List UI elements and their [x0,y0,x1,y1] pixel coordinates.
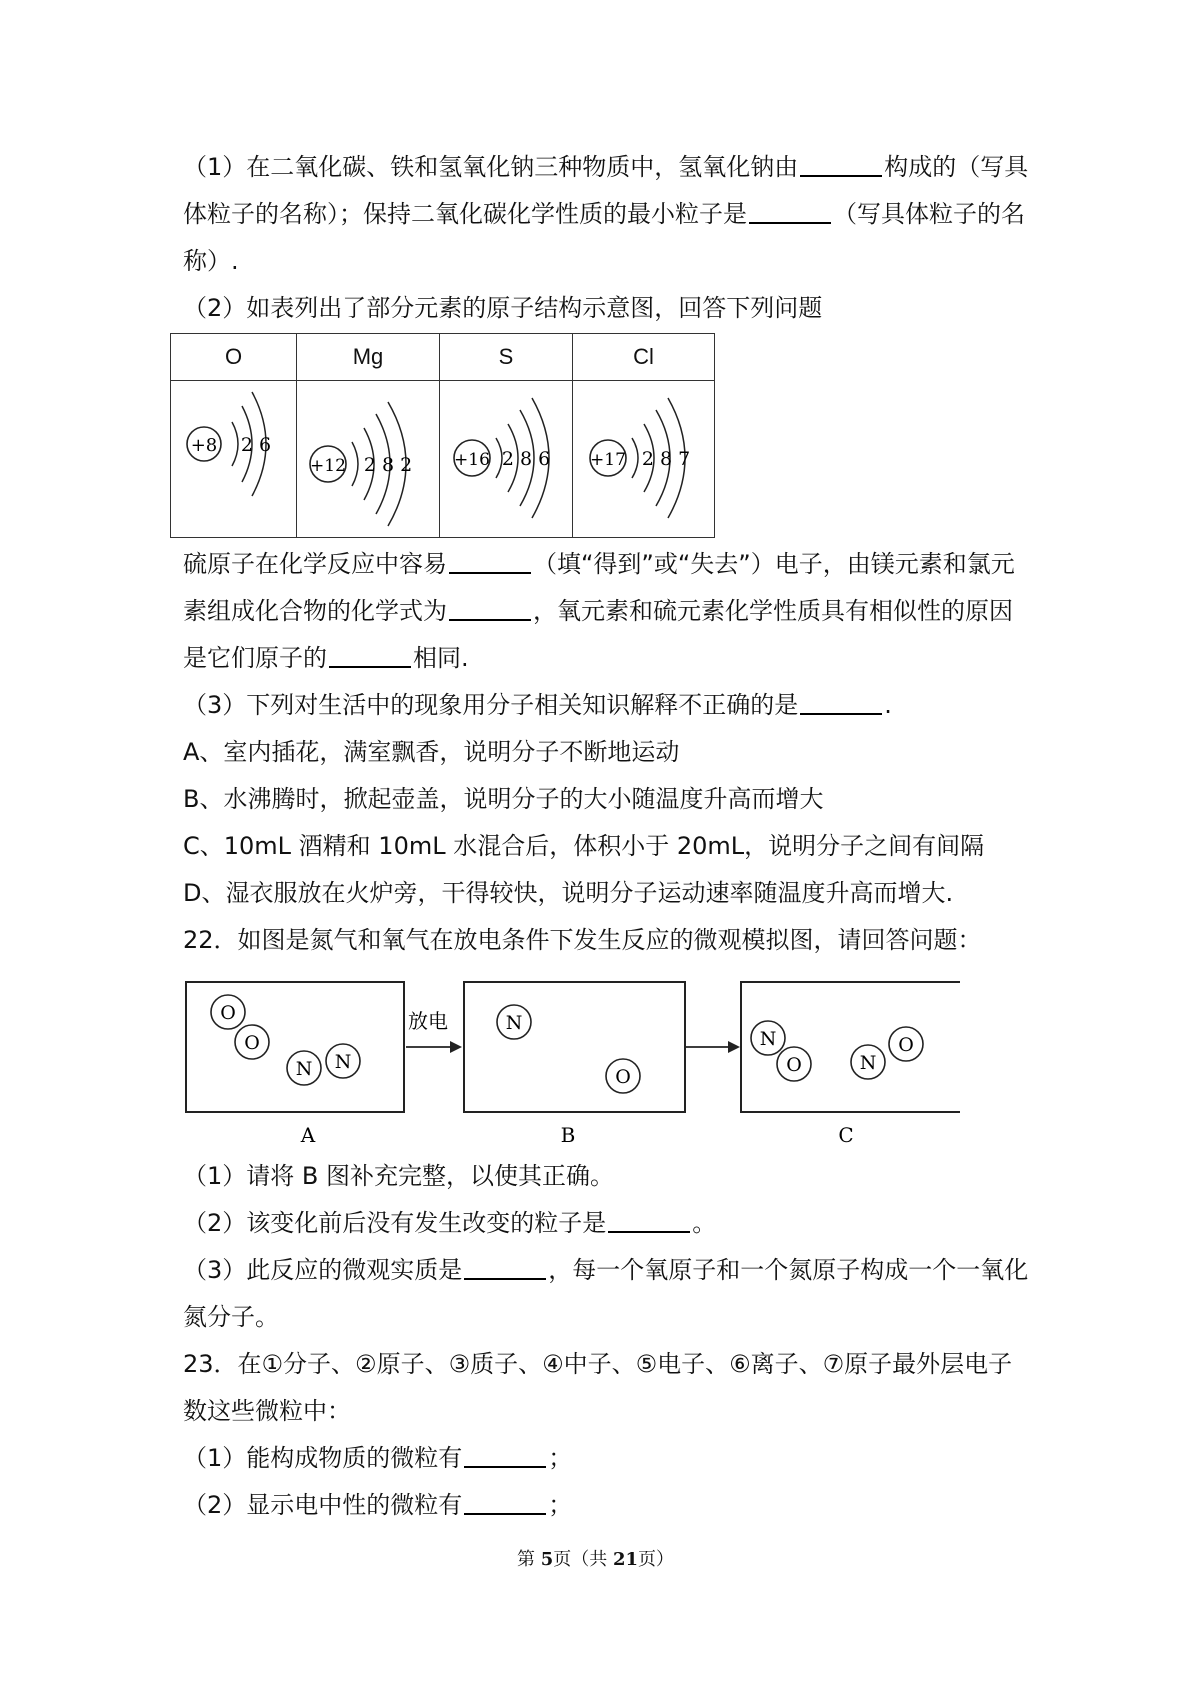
q23-s2 [183,1491,572,1519]
q21-p2-line2 [183,597,1013,625]
nitrogen-atom [497,1005,531,1039]
svg-text:O: O [898,1034,914,1056]
text: . [884,691,892,719]
q21-p2-line1 [183,550,1015,578]
oxygen-atom [889,1027,923,1061]
shell-electrons-label: 2 8 6 [501,448,551,470]
text: 。 [692,1209,717,1237]
shell-electrons-label: 2 8 7 [641,448,690,470]
answer-blank[interactable] [449,550,531,574]
answer-blank[interactable] [464,1491,546,1515]
nucleus-label: +12 [310,456,346,476]
q22-s3 [183,1256,1028,1284]
q21-p3-question [183,691,892,719]
nitrogen-atom [287,1051,321,1085]
text: （3）下列对生活中的现象用分子相关知识解释不正确的是 [183,691,799,719]
q23-s1 [183,1444,572,1472]
sulfur-atom-diagram [442,382,570,532]
svg-text:N: N [859,1052,877,1074]
atom-diagram-cell [573,381,715,538]
answer-blank[interactable] [464,1444,546,1468]
answer-blank[interactable] [800,153,882,177]
oxygen-atom [235,1025,269,1059]
option-d: D、湿衣服放在火炉旁，干得较快，说明分子运动速率随温度升高而增大. [183,879,954,907]
answer-blank[interactable] [329,644,411,668]
q21-p2-intro: （2）如表列出了部分元素的原子结构示意图，回答下列问题 [183,294,823,322]
atom-diagram-cell [297,381,440,538]
text: （1）能构成物质的微粒有 [183,1444,463,1472]
box-label: C [838,1123,854,1147]
nucleus-label: +16 [454,450,490,470]
answer-blank[interactable] [749,200,831,224]
q21-p1-line3: 称）. [183,247,239,275]
answer-blank[interactable] [608,1209,690,1233]
text: （3）此反应的微观实质是 [183,1256,463,1284]
text: ，每一个氧原子和一个氮原子构成一个一氧化 [548,1256,1029,1284]
table-header-cell: O [171,334,297,381]
shell-electrons-label: 2 6 [240,434,271,456]
nitrogen-atom [751,1021,785,1055]
text: ； [548,1491,573,1519]
text: 体粒子的名称）；保持二氧化碳化学性质的最小粒子是 [183,200,747,228]
text: （写具体粒子的名 [833,200,1025,228]
nucleus-label: +8 [190,435,217,456]
svg-text:O: O [786,1054,802,1076]
arrow-head [728,1041,740,1053]
text: 是它们原子的 [183,644,327,672]
q22-s3-cont: 氮分子。 [183,1303,279,1331]
text: 素组成化合物的化学式为 [183,597,447,625]
magnesium-atom-diagram [300,382,436,532]
page-number: 5 [540,1549,554,1570]
q23-stem-line1: 23．在①分子、②原子、③质子、④中子、⑤电子、⑥离子、⑦原子最外层电子 [183,1350,1013,1378]
text: 页） [638,1549,675,1570]
q21-p1-line1 [183,153,1028,181]
q22-s1: （1）请将 B 图补充完整，以使其正确。 [183,1162,614,1190]
text: ，氧元素和硫元素化学性质具有相似性的原因 [533,597,1013,625]
svg-text:N: N [505,1012,523,1034]
svg-text:O: O [615,1066,631,1088]
text: 硫原子在化学反应中容易 [183,550,447,578]
text: 相同. [413,644,469,672]
q22-stem: 22．如图是氮气和氧气在放电条件下发生反应的微观模拟图，请回答问题： [183,926,982,954]
box-a [186,982,404,1112]
nitrogen-atom [326,1044,360,1078]
answer-blank[interactable] [800,691,882,715]
page-total: 21 [612,1549,639,1570]
atomic-structure-table [170,333,715,538]
table-header-cell: Cl [573,334,715,381]
text: 构成的（写具 [884,153,1029,181]
box-label: A [300,1123,316,1147]
table-header-cell: Mg [297,334,440,381]
answer-blank[interactable] [449,597,531,621]
svg-text:N: N [759,1028,777,1050]
oxygen-atom [211,995,245,1029]
svg-text:O: O [220,1002,236,1024]
text: （2）该变化前后没有发生改变的粒子是 [183,1209,607,1237]
answer-blank[interactable] [464,1256,546,1280]
q23-stem-line2: 数这些微粒中： [183,1397,351,1425]
text: ； [548,1444,573,1472]
option-b: B、水沸腾时，掀起壶盖，说明分子的大小随温度升高而增大 [183,785,824,813]
chlorine-atom-diagram [576,382,712,532]
oxygen-atom [606,1059,640,1093]
text: （2）显示电中性的微粒有 [183,1491,463,1519]
text: 页（共 [553,1549,613,1570]
atom-diagram-cell [440,381,573,538]
oxygen-atom [777,1047,811,1081]
q21-p1-line2 [183,200,1025,228]
nucleus-label: +17 [589,450,626,470]
table-header-cell: S [440,334,573,381]
svg-text:N: N [334,1051,352,1073]
option-c: C、10mL 酒精和 10mL 水混合后，体积小于 20mL，说明分子之间有间隔 [183,832,985,860]
arrow-label: 放电 [408,1009,448,1033]
page-footer [0,1545,1191,1571]
svg-text:N: N [295,1058,313,1080]
text: 第 [516,1549,541,1570]
option-a: A、室内插花，满室飘香，说明分子不断地运动 [183,738,680,766]
q22-s2 [183,1209,716,1237]
svg-text:O: O [244,1032,260,1054]
nitrogen-atom [851,1045,885,1079]
oxygen-atom-diagram [174,382,294,532]
atom-diagram-cell [171,381,297,538]
q21-p2-line3 [183,644,469,672]
box-label: B [560,1123,576,1147]
text: （填“得到”或“失去”）电子，由镁元素和氯元 [533,550,1015,578]
box-b [464,982,685,1112]
shell-electrons-label: 2 8 2 [363,454,413,476]
reaction-figure [180,970,960,1150]
arrow-head [450,1041,462,1053]
text: （1）在二氧化碳、铁和氢氧化钠三种物质中，氢氧化钠由 [183,153,799,181]
